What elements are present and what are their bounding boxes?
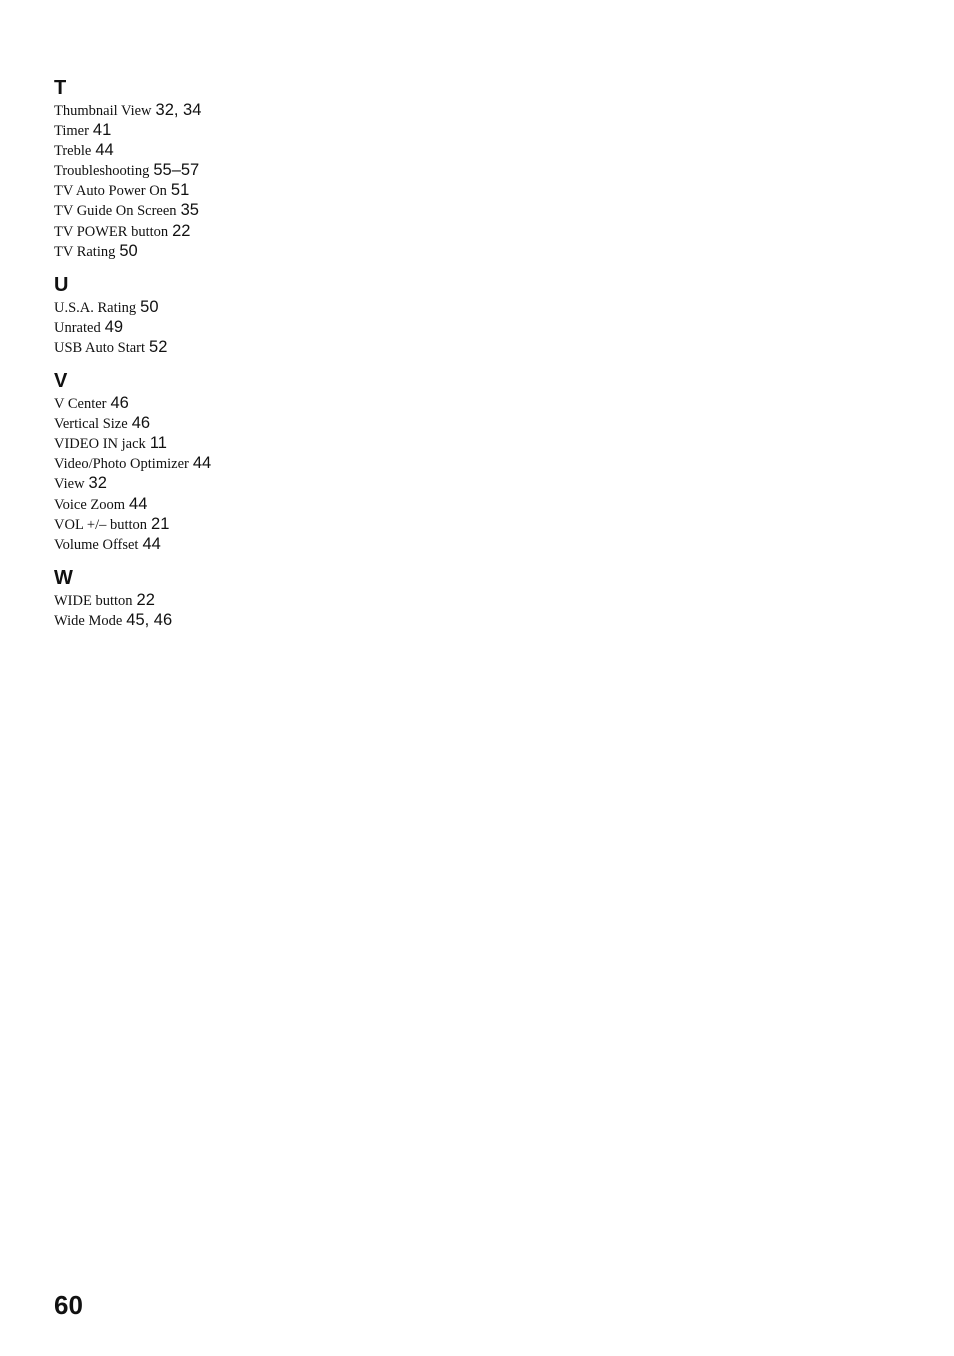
entry-list: [54, 100, 454, 261]
index-entry: [54, 610, 454, 630]
entry-pages: 44: [192, 454, 212, 473]
entry-pages: 50: [119, 241, 138, 260]
entry-pages: 21: [151, 514, 170, 533]
entry-term: USB Auto Start: [54, 339, 146, 356]
entry-term: TV POWER button: [54, 223, 169, 240]
index-entry: [54, 413, 454, 433]
index-entry: [54, 120, 454, 140]
entry-term: Vertical Size: [54, 416, 128, 433]
entry-pages: 44: [95, 141, 114, 160]
index-entry: [54, 494, 454, 514]
index-entry: [54, 317, 454, 337]
entry-term: TV Auto Power On: [54, 183, 167, 200]
index-entry: [54, 453, 454, 473]
entry-pages: 32: [88, 474, 107, 493]
index-list: [54, 76, 454, 642]
index-entry: [54, 393, 454, 413]
index-entry: [54, 241, 454, 261]
entry-pages: 35: [180, 201, 199, 220]
section-letter: W: [54, 566, 73, 589]
entry-term: V Center: [54, 396, 107, 413]
index-entry: [54, 590, 454, 610]
index-entry: [54, 534, 454, 554]
entry-pages: 49: [104, 317, 124, 336]
entry-pages: 11: [149, 434, 167, 453]
entry-pages: 46: [110, 394, 129, 413]
entry-pages: 22: [136, 590, 155, 609]
page-number: 60: [54, 1290, 83, 1320]
entry-pages: 51: [170, 181, 190, 200]
index-section-w: [54, 566, 454, 630]
entry-term: U.S.A. Rating: [54, 299, 137, 316]
index-section-u: [54, 273, 454, 357]
index-entry: [54, 100, 454, 120]
entry-term: TV Guide On Screen: [54, 203, 177, 220]
index-section-t: [54, 76, 454, 261]
index-entry: [54, 433, 454, 453]
entry-term: VOL +/– button: [54, 516, 148, 533]
entry-pages: 44: [142, 534, 161, 553]
index-entry: [54, 160, 454, 180]
entry-pages: 32, 34: [155, 101, 202, 119]
entry-term: View: [54, 476, 85, 493]
entry-term: Timer: [54, 123, 89, 140]
entry-list: [54, 590, 454, 630]
entry-term: Video/Photo Optimizer: [54, 456, 189, 473]
entry-pages: 45, 46: [126, 610, 173, 629]
entry-term: Voice Zoom: [54, 496, 126, 513]
entry-term: WIDE button: [54, 592, 133, 609]
entry-term: Troubleshooting: [54, 163, 150, 180]
entry-term: Treble: [54, 143, 92, 160]
entry-pages: 46: [131, 414, 151, 433]
entry-term: Volume Offset: [54, 536, 139, 553]
index-entry: [54, 337, 454, 357]
index-entry: [54, 221, 454, 241]
index-entry: [54, 200, 454, 220]
entry-term: TV Rating: [54, 243, 116, 260]
index-section-v: [54, 369, 454, 554]
section-letter: T: [54, 77, 67, 99]
entry-pages: 22: [172, 221, 191, 240]
entry-pages: 55–57: [153, 161, 200, 180]
entry-pages: 50: [140, 297, 159, 316]
entry-pages: 44: [129, 494, 148, 513]
entry-pages: 52: [149, 337, 168, 356]
entry-term: Unrated: [54, 319, 101, 336]
index-entry: [54, 473, 454, 493]
entry-term: VIDEO IN jack: [54, 436, 146, 453]
entry-term: Wide Mode: [54, 612, 123, 629]
entry-list: [54, 297, 454, 357]
entry-term: Thumbnail View: [54, 103, 152, 119]
section-letter: V: [54, 370, 68, 393]
entry-pages: 41: [92, 121, 112, 140]
index-entry: [54, 514, 454, 534]
index-entry: [54, 180, 454, 200]
section-letter: U: [54, 273, 69, 296]
index-entry: [54, 297, 454, 317]
index-entry: [54, 140, 454, 160]
entry-list: [54, 393, 454, 554]
